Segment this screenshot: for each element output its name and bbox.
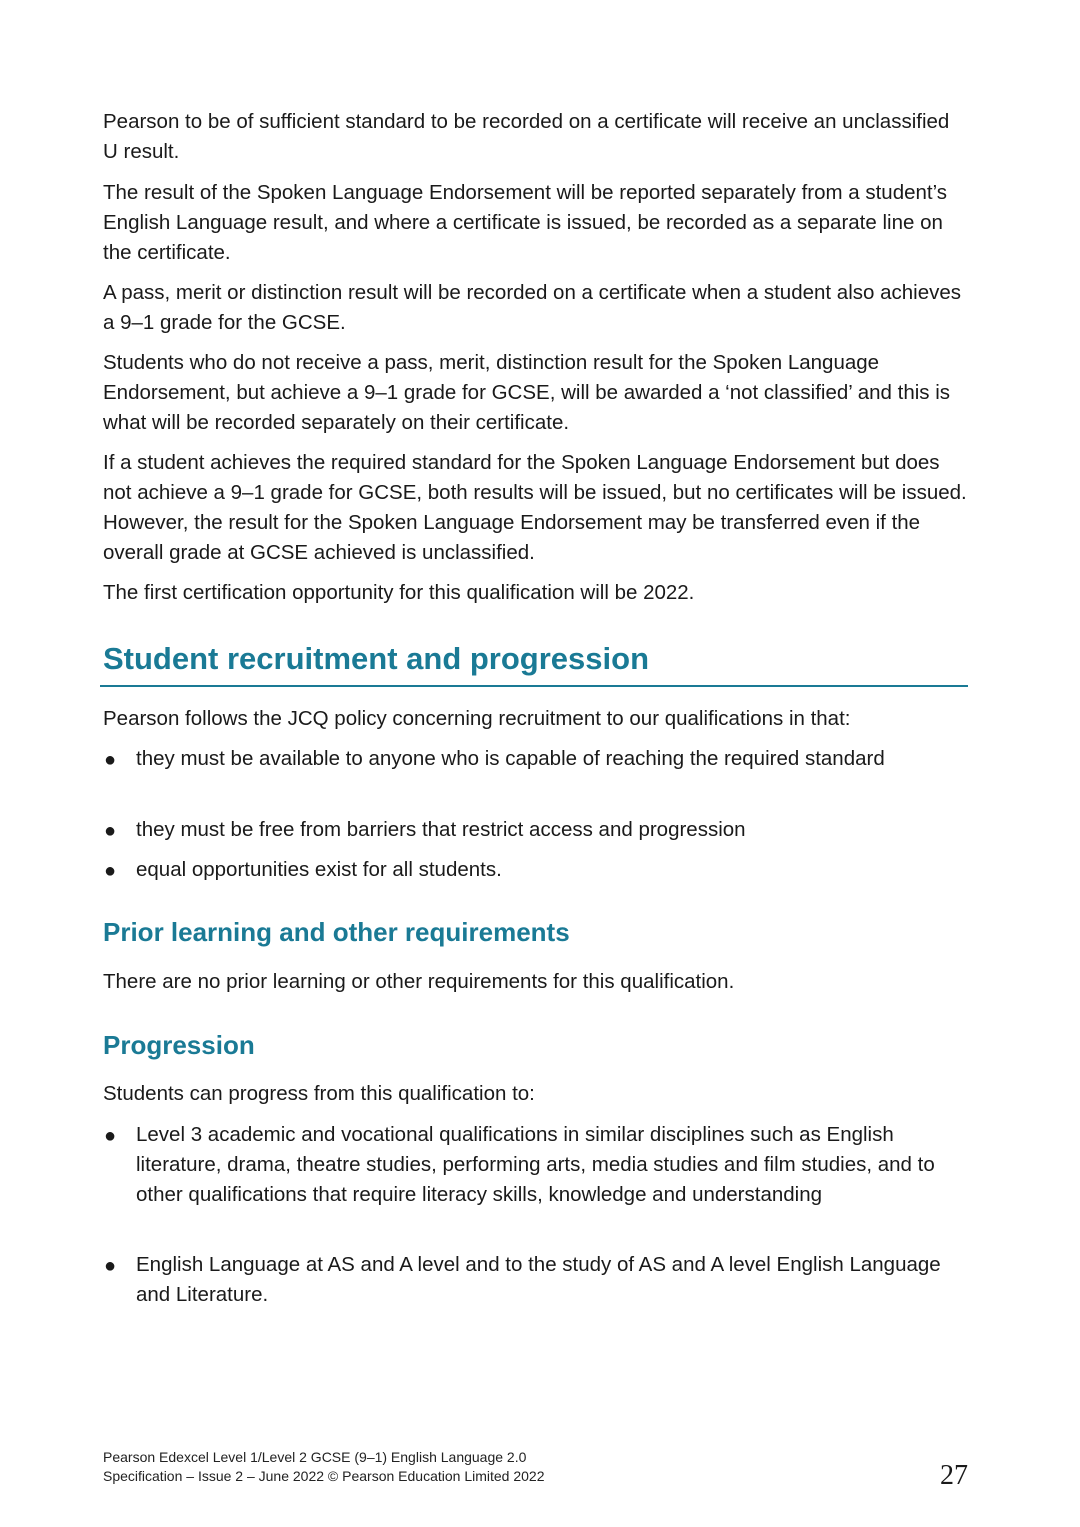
- list-item: Level 3 academic and vocational qualifications in similar disciplines such as English literature, drama, theatre studies, performing arts, media studies and film studies, and to other qualifications that require literacy skills, knowledge and understanding: [136, 1123, 935, 1206]
- bullet-icon: ●: [104, 860, 117, 882]
- bullet-icon: ●: [104, 749, 117, 771]
- bullet-icon: ●: [104, 1255, 117, 1277]
- paragraph: If a student achieves the required standard for the Spoken Language Endorsement but does not achieve a 9–1 grade for GCSE, both results will be issued, but no certificates will be issued. However, the result for the Spoken Language Endorsement may be transferred even if the overall grade at GCSE achieved is unclassified.: [103, 451, 967, 564]
- list-item: English Language at AS and A level and to the study of AS and A level English Language and Literature.: [136, 1253, 941, 1306]
- list-item: they must be available to anyone who is capable of reaching the required standard: [136, 747, 885, 770]
- paragraph: There are no prior learning or other requirements for this qualification.: [103, 970, 735, 993]
- footer-line: Specification – Issue 2 – June 2022 © Pearson Education Limited 2022: [103, 1468, 545, 1484]
- footer-line: Pearson Edexcel Level 1/Level 2 GCSE (9–1) English Language 2.0: [103, 1449, 527, 1465]
- paragraph: Pearson follows the JCQ policy concerning recruitment to our qualifications in that:: [103, 707, 851, 730]
- paragraph: Students can progress from this qualification to:: [103, 1082, 535, 1105]
- paragraph: Students who do not receive a pass, merit, distinction result for the Spoken Language Endorsement, but achieve a 9–1 grade for GCSE, will be awarded a ‘not classified’ and this is what will be recorded separately on their certificate.: [103, 351, 951, 434]
- section-heading: Student recruitment and progression: [103, 641, 650, 676]
- list-item: they must be free from barriers that restrict access and progression: [136, 818, 746, 841]
- page-number: 27: [940, 1460, 968, 1491]
- bullet-icon: ●: [104, 820, 117, 842]
- paragraph: The first certification opportunity for this qualification will be 2022.: [103, 581, 695, 604]
- list-item: equal opportunities exist for all students.: [136, 858, 502, 881]
- paragraph: A pass, merit or distinction result will be recorded on a certificate when a student also achieves a 9–1 grade for the GCSE.: [103, 281, 962, 334]
- subsection-heading: Progression: [103, 1030, 255, 1060]
- paragraph: The result of the Spoken Language Endorsement will be reported separately from a student’s English Language result, and where a certificate is issued, be recorded as a separate line on the certificate.: [103, 181, 948, 264]
- subsection-heading: Prior learning and other requirements: [103, 917, 570, 947]
- bullet-icon: ●: [104, 1125, 117, 1147]
- paragraph: Pearson to be of sufficient standard to be recorded on a certificate will receive an unclassified U result.: [103, 110, 950, 163]
- heading-rule: [100, 685, 968, 687]
